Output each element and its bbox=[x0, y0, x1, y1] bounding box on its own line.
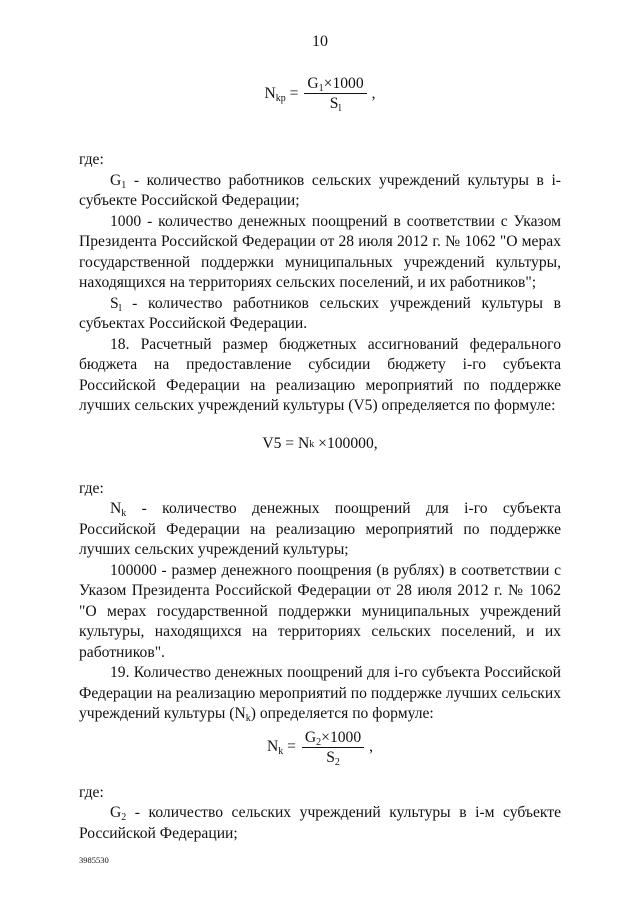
paragraph-18: 18. Расчетный размер бюджетных ассигнований федерального бюджета на предоставление субсидии бюджету i-го субъекта Российской Федерации на реализацию мероприятий по поддержке лучших сельских учреждений культуры (V5) определяется по формуле: bbox=[79, 335, 561, 414]
where-label-1: где: bbox=[79, 151, 104, 168]
document-body bbox=[79, 70, 561, 844]
formula-nkp-fraction bbox=[304, 74, 366, 114]
document-code: 3985530 bbox=[79, 855, 109, 865]
formula-nk-fraction bbox=[302, 728, 364, 768]
definition-100000: 100000 - размер денежного поощрения (в рублях) в соответствии с Указом Президента Российской Федерации от 28 июля 2012 г. № 1062 "О мерах государственной поддержки муниципальных учреждений культуры, находящихся на территориях сельских поселений, и их работников". bbox=[79, 561, 561, 661]
definition-nk: $N_k$ - количество денежных поощрений для i-го субъекта Российской Федерации на реализацию мероприятий по поддержке лучших сельских учреждений культуры; bbox=[79, 500, 561, 558]
formula-nk bbox=[79, 725, 561, 771]
where-label-2: где: bbox=[79, 479, 104, 497]
formula-nk-comma: , bbox=[369, 738, 374, 756]
definition-g2: $G_2$ - количество сельских учреждений культуры в i-м субъекте Российской Федерации; bbox=[79, 804, 561, 842]
formula-nkp-comma: , bbox=[371, 84, 376, 102]
definition-g1: $G_1$ - количество работников сельских учреждений культуры в i-субъекте Российской Федерации; bbox=[79, 171, 561, 209]
formula-nkp-denominator: $S_l$ bbox=[329, 95, 342, 114]
formula-nkp-lhs: $N_{kp}$ = bbox=[264, 84, 299, 104]
page-number: 10 bbox=[312, 33, 328, 50]
definition-s1: $S_l$ - количество работников сельских учреждений культуры в субъектах Российской Федерации. bbox=[79, 294, 561, 332]
where-label-3: где: bbox=[79, 783, 104, 801]
formula-nkp-numerator: $G_1\times 1000$ bbox=[304, 74, 366, 94]
formula-nk-denominator: $S_2$ bbox=[326, 748, 340, 768]
definition-1000: 1000 - количество денежных поощрений в соответствии с Указом Президента Российской Федерации от 28 июля 2012 г. № 1062 "О мерах государственной поддержки муниципальных учреждений культуры, находящихся на территориях сельских поселений, и их работников"; bbox=[79, 212, 561, 291]
paragraph-19: 19. Количество денежных поощрений для i-го субъекта Российской Федерации на реализацию мероприятий по поддержке лучших сельских учреждений культуры $(N_k)$ определяется по формуле: bbox=[79, 664, 561, 724]
formula-nk-numerator: $G_2\times 1000$ bbox=[302, 728, 364, 748]
formula-nkp bbox=[79, 70, 561, 118]
formula-v5: V5 = N k ×100000 , bbox=[262, 435, 378, 453]
formula-nk-lhs: $N_k$ = bbox=[266, 738, 296, 758]
